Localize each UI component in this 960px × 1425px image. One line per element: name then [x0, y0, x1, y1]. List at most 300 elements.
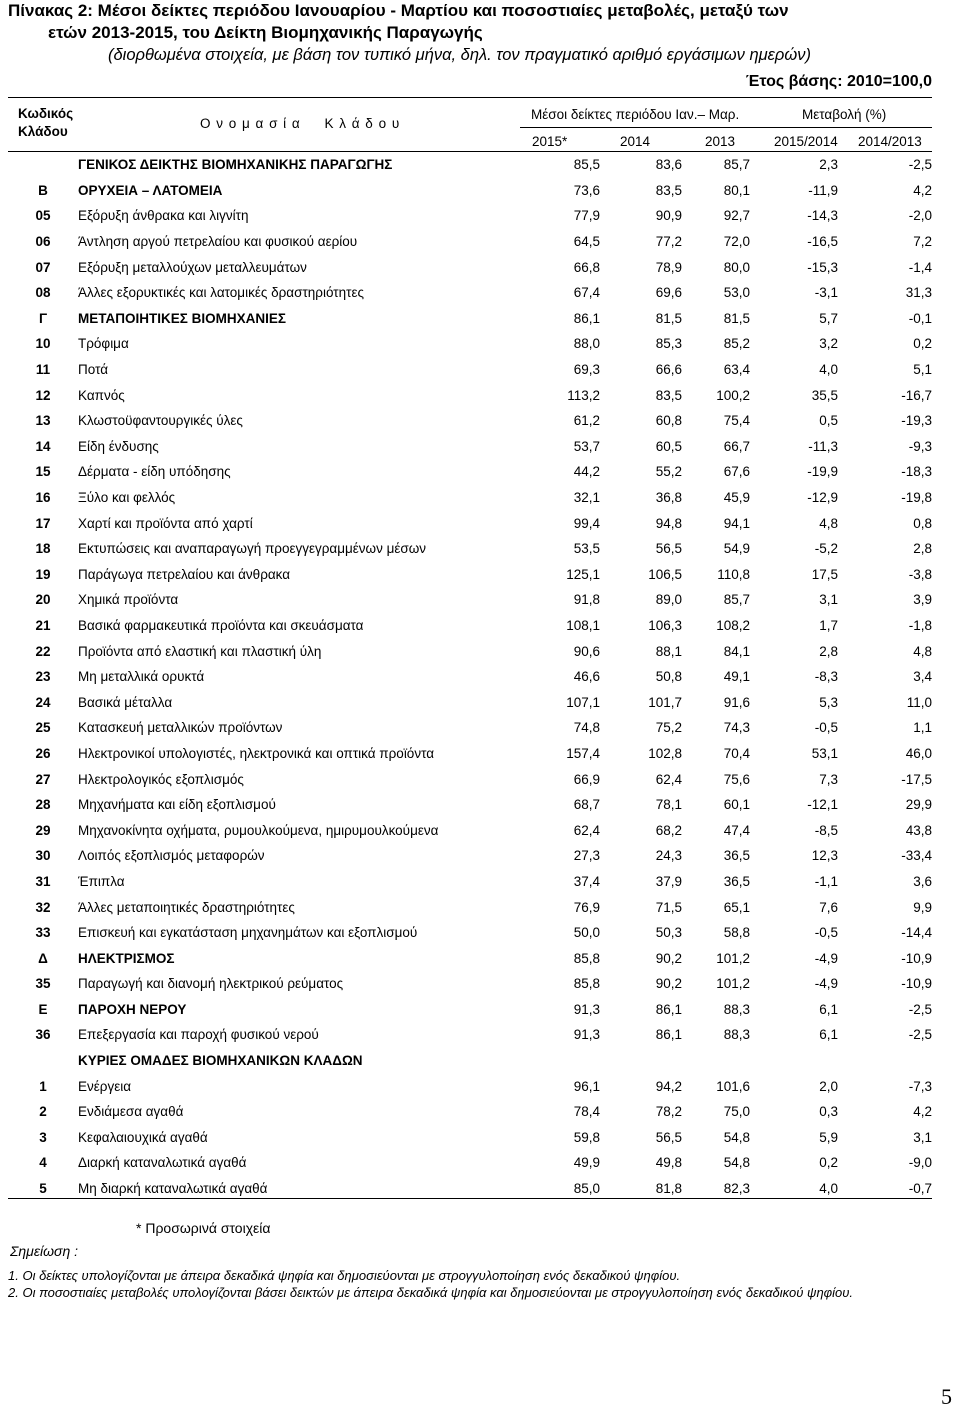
row-name: Μηχανοκίνητα οχήματα, ρυμουλκούμενα, ημιρυμουλκούμενα — [78, 822, 439, 838]
code-header-1: Κωδικός — [18, 106, 74, 121]
table-row — [8, 408, 932, 434]
value-2015: 91,3 — [573, 1001, 600, 1017]
value-2014: 50,8 — [655, 669, 682, 685]
value-2015: 90,6 — [573, 643, 600, 659]
value-2013: 82,3 — [723, 1181, 750, 1197]
row-code: 1 — [39, 1078, 47, 1094]
change-2015-2014: 7,6 — [819, 899, 838, 915]
change-2015-2014: 17,5 — [811, 566, 838, 582]
table-row — [8, 459, 932, 485]
value-2014: 90,2 — [655, 976, 682, 992]
row-name: Επεξεργασία και παροχή φυσικού νερού — [78, 1027, 319, 1043]
value-2015: 66,8 — [573, 259, 600, 275]
table-row — [8, 920, 932, 946]
change-2014-2013: 29,9 — [905, 797, 932, 813]
value-2013: 75,6 — [723, 771, 750, 787]
table-row — [8, 689, 932, 715]
row-name: ΓΕΝΙΚΟΣ ΔΕΙΚΤΗΣ ΒΙΟΜΗΧΑΝΙΚΗΣ ΠΑΡΑΓΩΓΗΣ — [78, 157, 393, 173]
table-row — [8, 1073, 932, 1099]
avg-header: Μέσοι δείκτες περιόδου Ιαν.– Μαρ. — [531, 107, 740, 122]
change-2015-2014: 7,3 — [819, 771, 838, 787]
row-name: Κλωστοϋφαντουργικές ύλες — [78, 413, 243, 429]
value-2014: 83,5 — [655, 387, 682, 403]
change-2015-2014: -0,5 — [814, 925, 838, 941]
change-2015-2014: -12,1 — [807, 797, 838, 813]
change-2015-2014: 6,1 — [819, 1001, 838, 1017]
value-2014: 94,2 — [655, 1078, 682, 1094]
row-name: ΗΛΕΚΤΡΙΣΜΟΣ — [78, 950, 175, 966]
table-row — [8, 152, 932, 178]
change-2014-2013: 4,8 — [913, 643, 932, 659]
value-2014: 36,8 — [655, 490, 682, 506]
table-row — [8, 843, 932, 869]
change-2015-2014: -4,9 — [814, 976, 838, 992]
change-2014-2013: 7,2 — [913, 234, 932, 250]
data-table — [8, 152, 932, 1201]
value-2015: 32,1 — [573, 490, 600, 506]
value-2015: 68,7 — [573, 797, 600, 813]
row-name: Κεφαλαιουχικά αγαθά — [78, 1129, 208, 1145]
change-2014-2013: 43,8 — [905, 822, 932, 838]
value-2014: 81,5 — [655, 310, 682, 326]
change-2014-2013: -9,3 — [908, 438, 932, 454]
change-2015-2014: -8,3 — [814, 669, 838, 685]
value-2013: 49,1 — [723, 669, 750, 685]
change-2014-2013: 11,0 — [906, 694, 932, 710]
change-2014-2013: 0,8 — [913, 515, 932, 531]
value-2015: 73,6 — [573, 182, 600, 198]
value-2014: 60,8 — [655, 413, 682, 429]
change-2015-2014: -16,5 — [807, 234, 838, 250]
row-name: ΠΑΡΟΧΗ ΝΕΡΟΥ — [78, 1001, 187, 1017]
row-code: 12 — [35, 387, 51, 403]
change-2014-2013: -2,5 — [908, 1027, 932, 1043]
value-2015: 49,9 — [573, 1155, 600, 1171]
table-row — [8, 382, 932, 408]
change-2015-2014: 0,2 — [819, 1155, 838, 1171]
row-name: Άλλες εξορυκτικές και λατομικές δραστηριότητες — [78, 285, 364, 301]
col-2013: 2013 — [705, 134, 736, 149]
change-2014-2013: -2,0 — [908, 208, 932, 224]
value-2015: 62,4 — [573, 822, 600, 838]
value-2014: 68,2 — [655, 822, 682, 838]
value-2013: 101,2 — [716, 950, 750, 966]
row-name: Ποτά — [78, 362, 109, 378]
value-2014: 85,3 — [655, 336, 682, 352]
change-2014-2013: -7,3 — [908, 1078, 932, 1094]
value-2013: 84,1 — [723, 643, 750, 659]
table-row — [8, 1125, 932, 1151]
change-2015-2014: -5,2 — [814, 541, 838, 557]
value-2013: 54,9 — [723, 541, 750, 557]
value-2014: 60,5 — [655, 438, 682, 454]
change-2014-2013: 3,9 — [913, 592, 932, 608]
value-2014: 101,7 — [648, 694, 682, 710]
change-2015-2014: -11,3 — [808, 438, 838, 454]
col-2015: 2015* — [532, 134, 568, 149]
row-code: 35 — [35, 976, 51, 992]
value-2013: 75,4 — [723, 413, 750, 429]
change-2014-2013: -1,8 — [908, 617, 932, 633]
provisional-note: * Προσωρινά στοιχεία — [136, 1220, 271, 1236]
change-2015-2014: -1,1 — [814, 873, 838, 889]
value-2014: 78,2 — [655, 1104, 682, 1120]
value-2015: 77,9 — [573, 208, 600, 224]
name-header: Ο ν ο μ α σ ί α Κ λ ά δ ο υ — [200, 116, 401, 131]
change-2015-2014: 3,1 — [819, 592, 838, 608]
row-code: 22 — [35, 643, 51, 659]
change-2015-2014: 2,8 — [819, 643, 838, 659]
change-2014-2013: -10,9 — [901, 950, 932, 966]
change-2014-2013: 31,3 — [905, 285, 932, 301]
value-2015: 91,8 — [573, 592, 600, 608]
change-2015-2014: 2,0 — [819, 1078, 838, 1094]
change-2014-2013: 1,1 — [913, 720, 932, 736]
value-2015: 85,8 — [573, 976, 600, 992]
row-name: Λοιπός εξοπλισμός μεταφορών — [78, 848, 265, 864]
value-2013: 70,4 — [723, 745, 750, 761]
value-2014: 86,1 — [655, 1027, 682, 1043]
row-name: Παράγωγα πετρελαίου και άνθρακα — [78, 566, 291, 582]
value-2013: 45,9 — [723, 490, 750, 506]
row-code: Δ — [38, 950, 48, 966]
row-name: Χαρτί και προϊόντα από χαρτί — [78, 515, 253, 531]
change-2014-2013 — [838, 1048, 932, 1074]
table-row — [8, 766, 932, 792]
note-2: 2. Οι ποσοστιαίες μεταβολές υπολογίζονται βάσει δεικτών με άπειρα δεκαδικά ψηφία και δημοσιεύονται με στρογγυλοποίηση ενός δεκαδικού ψηφίου. — [8, 1285, 854, 1300]
change-2014-2013: 46,0 — [905, 745, 932, 761]
change-2014-2013: -19,3 — [901, 413, 932, 429]
value-2014: 55,2 — [655, 464, 682, 480]
value-2015: 86,1 — [573, 310, 600, 326]
table-row — [8, 536, 932, 562]
table-row — [8, 741, 932, 767]
row-code: 17 — [35, 515, 51, 531]
value-2014: 94,8 — [655, 515, 682, 531]
col-2014: 2014 — [620, 134, 651, 149]
row-code: 25 — [35, 720, 51, 736]
row-code: 18 — [35, 541, 51, 557]
change-header: Μεταβολή (%) — [802, 107, 887, 122]
value-2014: 86,1 — [655, 1001, 682, 1017]
value-2014: 102,8 — [648, 745, 682, 761]
value-2015: 107,1 — [566, 694, 600, 710]
change-2015-2014: -0,5 — [814, 720, 838, 736]
row-code: 08 — [35, 285, 51, 301]
table-row — [8, 971, 932, 997]
value-2013: 85,7 — [723, 592, 750, 608]
value-2014: 106,5 — [648, 566, 682, 582]
row-name: Ηλεκτρονικοί υπολογιστές, ηλεκτρονικά και οπτικά προϊόντα — [78, 745, 435, 761]
change-2015-2014 — [750, 1048, 838, 1074]
row-code: 28 — [35, 797, 51, 813]
value-2015: 44,2 — [573, 464, 600, 480]
value-2015: 50,0 — [573, 925, 600, 941]
change-2014-2013: -19,8 — [901, 490, 932, 506]
value-2014: 78,1 — [655, 797, 682, 813]
value-2013: 88,3 — [723, 1001, 750, 1017]
value-2014: 75,2 — [655, 720, 682, 736]
change-2015-2014: 5,7 — [819, 310, 838, 326]
value-2013: 63,4 — [723, 362, 750, 378]
value-2015: 59,8 — [573, 1129, 600, 1145]
table-row — [8, 203, 932, 229]
row-name: Καπνός — [78, 387, 125, 403]
row-name: Βασικά φαρμακευτικά προϊόντα και σκευάσματα — [78, 617, 364, 633]
row-code: 20 — [35, 592, 51, 608]
page-number: 5 — [941, 1384, 952, 1409]
value-2013: 108,2 — [716, 617, 750, 633]
value-2013: 94,1 — [723, 515, 750, 531]
row-code: 23 — [35, 669, 51, 685]
table-row — [8, 331, 932, 357]
value-2013: 74,3 — [723, 720, 750, 736]
row-code: 19 — [35, 566, 51, 582]
value-2014: 56,5 — [655, 541, 682, 557]
table-body — [8, 152, 932, 1201]
value-2014: 56,5 — [655, 1129, 682, 1145]
change-2015-2014: 5,3 — [819, 694, 838, 710]
change-2014-2013: -0,1 — [908, 310, 932, 326]
table-row — [8, 638, 932, 664]
value-2015: 85,5 — [573, 157, 600, 173]
value-2015: 61,2 — [573, 413, 600, 429]
table-bottom-rule — [8, 1198, 932, 1199]
row-name: Άντληση αργού πετρελαίου και φυσικού αερίου — [78, 234, 358, 250]
value-2013: 100,2 — [716, 387, 750, 403]
value-2015: 37,4 — [573, 873, 600, 889]
value-2015: 53,7 — [573, 438, 600, 454]
value-2013: 60,1 — [723, 797, 750, 813]
change-2015-2014: -3,1 — [814, 285, 838, 301]
row-name: Ξύλο και φελλός — [78, 490, 176, 506]
row-name: Βασικά μέταλλα — [78, 694, 173, 710]
value-2014: 106,3 — [648, 617, 682, 633]
col-2014-2013: 2014/2013 — [858, 134, 922, 149]
change-2015-2014: 4,0 — [819, 362, 838, 378]
value-2014: 49,8 — [655, 1155, 682, 1171]
change-2014-2013: 0,2 — [913, 336, 932, 352]
value-2015 — [521, 1048, 600, 1074]
value-2015: 113,2 — [567, 387, 600, 403]
value-2013: 91,6 — [723, 694, 750, 710]
table-row — [8, 434, 932, 460]
row-name: Άλλες μεταποιητικές δραστηριότητες — [78, 899, 295, 915]
row-name: Προϊόντα από ελαστική και πλαστική ύλη — [78, 643, 322, 659]
change-2014-2013: -17,5 — [901, 771, 932, 787]
change-2014-2013: 5,1 — [913, 362, 932, 378]
value-2015: 125,1 — [566, 566, 600, 582]
row-code: 13 — [35, 413, 51, 429]
value-2014: 89,0 — [655, 592, 682, 608]
table-row — [8, 715, 932, 741]
value-2013: 101,6 — [716, 1078, 750, 1094]
row-code: 2 — [39, 1104, 47, 1120]
change-2014-2013: -3,8 — [908, 566, 932, 582]
header-mid-rule — [520, 127, 932, 128]
value-2013: 80,0 — [723, 259, 750, 275]
table-row — [8, 280, 932, 306]
row-name: Μη διαρκή καταναλωτικά αγαθά — [78, 1181, 268, 1197]
table-row — [8, 945, 932, 971]
row-code: Γ — [38, 310, 48, 326]
table-row — [8, 1099, 932, 1125]
base-year: Έτος βάσης: 2010=100,0 — [745, 73, 932, 90]
row-name: Εξόρυξη άνθρακα και λιγνίτη — [78, 208, 249, 224]
row-code: E — [38, 1001, 48, 1017]
row-name: Παραγωγή και διανομή ηλεκτρικού ρεύματος — [78, 976, 344, 992]
row-code: 5 — [39, 1181, 47, 1197]
value-2013: 85,2 — [723, 336, 750, 352]
row-code: 3 — [39, 1129, 47, 1145]
row-code: 14 — [35, 438, 51, 454]
change-2015-2014: 0,5 — [819, 413, 838, 429]
value-2015: 85,8 — [573, 950, 600, 966]
change-2015-2014: -8,5 — [814, 822, 838, 838]
change-2014-2013: -9,0 — [908, 1155, 932, 1171]
value-2014: 90,2 — [655, 950, 682, 966]
row-code: 21 — [35, 617, 51, 633]
row-name: Ενέργεια — [78, 1078, 132, 1094]
change-2014-2013: -1,4 — [908, 259, 932, 275]
table-title — [8, 0, 789, 44]
value-2013: 54,8 — [723, 1155, 750, 1171]
value-2013: 53,0 — [723, 285, 750, 301]
row-name: ΜΕΤΑΠΟΙΗΤΙΚΕΣ ΒΙΟΜΗΧΑΝΙΕΣ — [78, 310, 286, 326]
change-2015-2014: 3,2 — [819, 336, 838, 352]
value-2014: 71,5 — [655, 899, 682, 915]
value-2013: 66,7 — [723, 438, 750, 454]
change-2014-2013: 9,9 — [913, 899, 932, 915]
row-name: Εκτυπώσεις και αναπαραγωγή προεγγεγραμμένων μέσων — [78, 541, 427, 557]
row-name: Κατασκευή μεταλλικών προϊόντων — [78, 720, 283, 736]
table-row — [8, 613, 932, 639]
change-2015-2014: 12,3 — [811, 848, 838, 864]
row-code: 31 — [35, 873, 51, 889]
value-2014: 88,1 — [655, 643, 682, 659]
value-2013: 58,8 — [723, 925, 750, 941]
value-2014: 77,2 — [655, 234, 682, 250]
table-subtitle: (διορθωμένα στοιχεία, με βάση τον τυπικό μήνα, δηλ. τον πραγματικό αριθμό εργάσιμων ημερών) — [108, 46, 811, 64]
value-2014: 37,9 — [655, 873, 682, 889]
col-2015-2014: 2015/2014 — [774, 134, 838, 149]
value-2013: 80,1 — [723, 182, 750, 198]
value-2013: 101,2 — [716, 976, 750, 992]
row-name: Επισκευή και εγκατάσταση μηχανημάτων και εξοπλισμού — [78, 925, 418, 941]
change-2014-2013: -2,5 — [908, 157, 932, 173]
value-2014: 78,9 — [655, 259, 682, 275]
table-row — [8, 357, 932, 383]
value-2013: 65,1 — [723, 899, 750, 915]
row-code: 29 — [35, 822, 51, 838]
value-2014: 83,6 — [655, 157, 682, 173]
row-code — [8, 152, 78, 178]
value-2013: 67,6 — [723, 464, 750, 480]
row-name: Χημικά προϊόντα — [78, 592, 179, 608]
change-2014-2013: 3,4 — [913, 669, 932, 685]
value-2014 — [600, 1048, 682, 1074]
change-2015-2014: 5,9 — [819, 1129, 838, 1145]
change-2015-2014: 0,3 — [819, 1104, 838, 1120]
change-2014-2013: -10,9 — [901, 976, 932, 992]
value-2015: 46,6 — [573, 669, 600, 685]
row-code: 30 — [35, 848, 51, 864]
value-2013: 75,0 — [723, 1104, 750, 1120]
value-2015: 69,3 — [573, 362, 600, 378]
value-2013: 54,8 — [723, 1129, 750, 1145]
value-2014: 62,4 — [655, 771, 682, 787]
change-2015-2014: 53,1 — [811, 745, 838, 761]
value-2014: 83,5 — [655, 182, 682, 198]
row-code: 33 — [35, 925, 51, 941]
table-row — [8, 792, 932, 818]
table-row — [8, 894, 932, 920]
value-2014: 24,3 — [655, 848, 682, 864]
value-2013: 110,8 — [717, 566, 750, 582]
table-row — [8, 587, 932, 613]
value-2013: 92,7 — [723, 208, 750, 224]
value-2015: 67,4 — [573, 285, 600, 301]
code-header-2: Κλάδου — [18, 124, 68, 139]
table-row — [8, 1150, 932, 1176]
change-2015-2014: -4,9 — [814, 950, 838, 966]
row-code: 27 — [35, 771, 51, 787]
change-2014-2013: -18,3 — [901, 464, 932, 480]
table-row — [8, 306, 932, 332]
table-row — [8, 1022, 932, 1048]
row-name: Τρόφιμα — [78, 336, 129, 352]
change-2015-2014: 2,3 — [819, 157, 838, 173]
row-code: B — [38, 182, 48, 198]
row-code — [8, 1048, 78, 1074]
row-name: Μηχανήματα και είδη εξοπλισμού — [78, 797, 276, 813]
value-2013: 72,0 — [723, 234, 750, 250]
row-code: 32 — [35, 899, 51, 915]
value-2013: 36,5 — [723, 848, 750, 864]
change-2014-2013: -0,7 — [908, 1181, 932, 1197]
value-2015: 27,3 — [573, 848, 600, 864]
row-name: Ηλεκτρολογικός εξοπλισμός — [78, 771, 244, 787]
row-name: Διαρκή καταναλωτικά αγαθά — [78, 1155, 247, 1171]
change-2014-2013: 4,2 — [913, 182, 932, 198]
value-2015: 78,4 — [573, 1104, 600, 1120]
table-row — [8, 485, 932, 511]
row-name: Είδη ένδυσης — [78, 438, 159, 454]
change-2014-2013: 4,2 — [913, 1104, 932, 1120]
value-2015: 74,8 — [573, 720, 600, 736]
note-label: Σημείωση : — [10, 1243, 78, 1259]
value-2014: 69,6 — [655, 285, 682, 301]
change-2015-2014: 4,8 — [819, 515, 838, 531]
row-name: Ενδιάμεσα αγαθά — [78, 1104, 184, 1120]
change-2014-2013: 2,8 — [913, 541, 932, 557]
row-name: ΚΥΡΙΕΣ ΟΜΑΔΕΣ ΒΙΟΜΗΧΑΝΙΚΩΝ ΚΛΑΔΩΝ — [78, 1053, 363, 1069]
table-row — [8, 254, 932, 280]
value-2014: 81,8 — [655, 1181, 682, 1197]
row-code: 26 — [35, 745, 51, 761]
row-code: 15 — [35, 464, 51, 480]
row-code: 10 — [35, 336, 51, 352]
value-2015: 108,1 — [566, 617, 600, 633]
row-name: Δέρματα - είδη υπόδησης — [78, 464, 231, 480]
table-row — [8, 997, 932, 1023]
value-2013: 81,5 — [723, 310, 750, 326]
change-2015-2014: -19,9 — [807, 464, 838, 480]
change-2014-2013: -33,4 — [901, 848, 932, 864]
value-2014: 50,3 — [655, 925, 682, 941]
change-2015-2014: 1,7 — [819, 617, 838, 633]
row-code: 06 — [35, 234, 51, 250]
